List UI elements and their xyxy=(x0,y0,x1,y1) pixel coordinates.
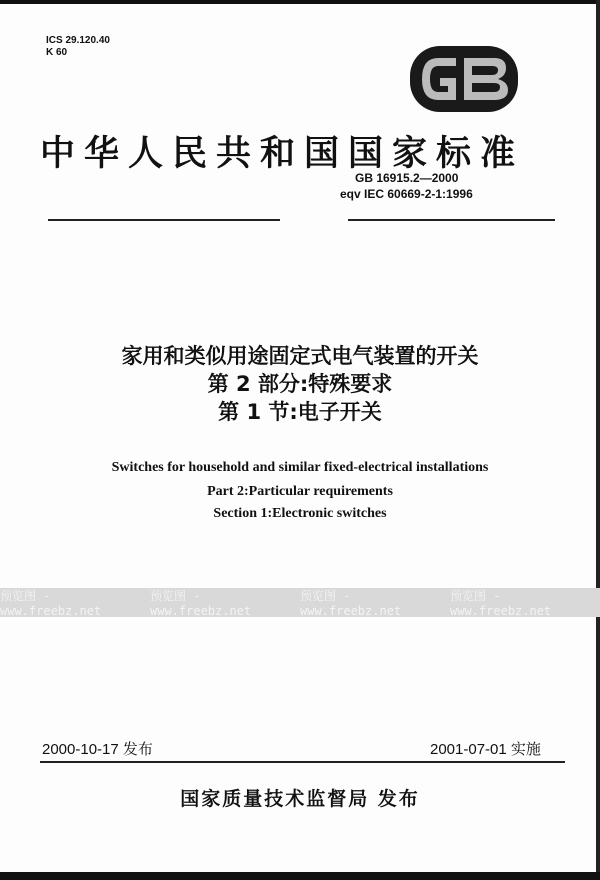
watermark-text: 预览图 - www.freebz.net xyxy=(300,589,402,618)
watermark-text: 预览图 - www.freebz.net xyxy=(150,589,252,618)
national-standard-title: 中华人民共和国国家标准 xyxy=(40,134,525,174)
divider-left xyxy=(48,219,280,221)
classification-codes xyxy=(46,35,110,59)
watermark-text: 预览图 - www.freebz.net xyxy=(0,589,102,618)
iec-equivalent: eqv IEC 60669-2-1:1996 xyxy=(340,187,473,201)
zh-title-line-2: 第 2 部分:特殊要求 xyxy=(207,372,393,396)
top-border xyxy=(0,0,600,4)
en-title-line-2: Part 2:Particular requirements xyxy=(207,484,393,499)
divider-right xyxy=(348,219,555,221)
standard-number xyxy=(340,170,473,202)
ics-code: ICS 29.120.40 xyxy=(46,35,110,46)
bottom-border xyxy=(0,872,600,880)
en-title-line-1: Switches for household and similar fixed-electrical installations xyxy=(111,460,489,475)
issue-date: 2000-10-17 发布 xyxy=(42,741,153,758)
effective-date: 2001-07-01 实施 xyxy=(430,741,541,758)
gb-number: GB 16915.2—2000 xyxy=(355,171,459,185)
watermark-text: 预览图 - www.freebz.net xyxy=(450,589,552,618)
publisher: 国家质量技术监督局 发布 xyxy=(180,788,420,810)
watermark-band xyxy=(0,588,600,617)
ccs-code: K 60 xyxy=(46,47,68,58)
divider-bottom xyxy=(40,761,565,763)
en-title-line-3: Section 1:Electronic switches xyxy=(213,506,387,521)
zh-title-line-3: 第 1 节:电子开关 xyxy=(218,400,382,424)
zh-title-line-1: 家用和类似用途固定式电气装置的开关 xyxy=(121,344,479,368)
right-border xyxy=(596,0,600,880)
gb-logo xyxy=(408,44,520,114)
